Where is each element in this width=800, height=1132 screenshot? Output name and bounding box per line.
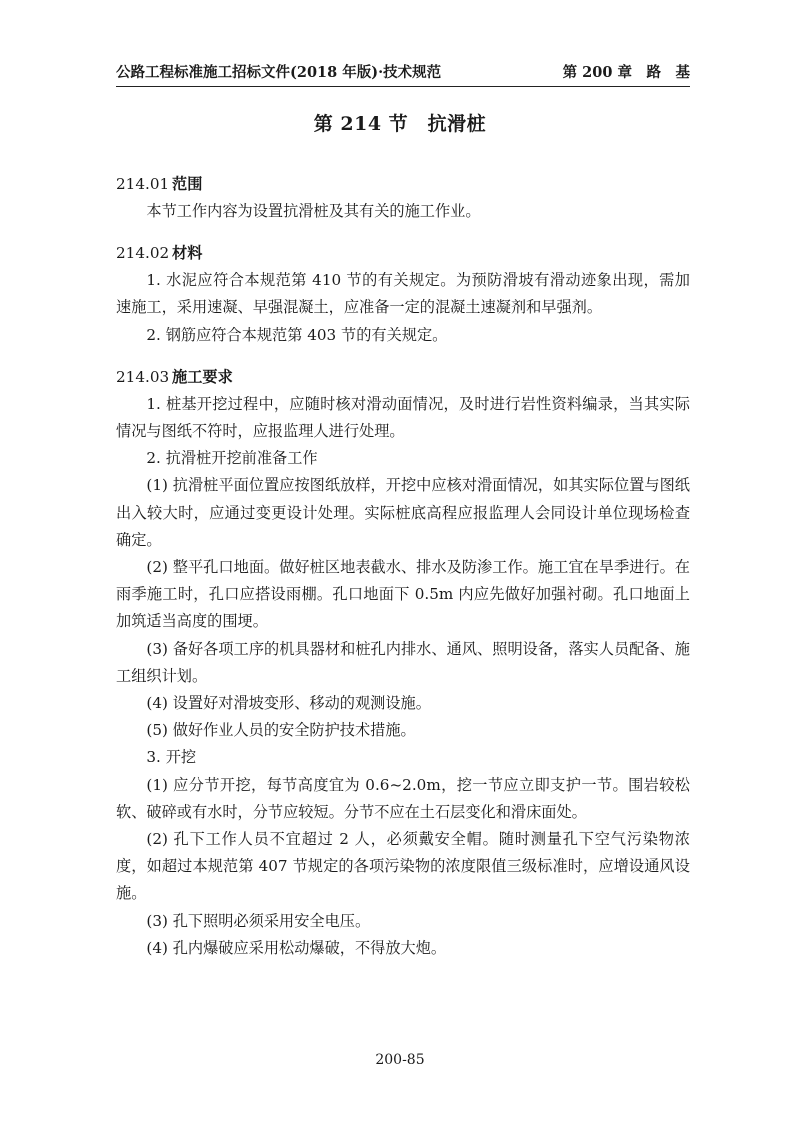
paragraph: (3) 孔下照明必须采用安全电压。 — [146, 911, 371, 930]
section-heading — [116, 170, 690, 198]
paragraph: 1. 桩基开挖过程中，应随时核对滑动面情况，及时进行岩性资料编录，当其实际情况与图纸不符时，应报监理人进行处理。 — [116, 394, 690, 441]
paragraph: (2) 整平孔口地面。做好桩区地表截水、排水及防渗工作。施工宜在旱季进行。在雨季施工时，孔口应搭设雨棚。孔口地面下 0.5m 内应先做好加强衬砌。孔口地面上加筑适当高度的围埂。 — [116, 558, 690, 631]
section-number: 214.01 — [116, 175, 170, 193]
section-title: 第 214 节 抗滑桩 — [313, 113, 487, 135]
section-name: 施工要求 — [172, 367, 233, 386]
section-214-02 — [116, 239, 690, 349]
paragraph: 2. 抗滑桩开挖前准备工作 — [146, 449, 318, 468]
page-number: 200-85 — [375, 1052, 425, 1068]
paragraph: 本节工作内容为设置抗滑桩及其有关的施工作业。 — [146, 202, 481, 220]
section-number: 214.03 — [116, 367, 170, 386]
paragraph: (4) 设置好对滑坡变形、移动的观测设施。 — [146, 694, 431, 713]
paragraph: 1. 水泥应符合本规范第 410 节的有关规定。为预防滑坡有滑动迹象出现，需加速施工，采用速凝、早强混凝土，应准备一定的混凝土速凝剂和早强剂。 — [116, 271, 690, 317]
header-document-title: 公路工程标准施工招标文件(2018 年版)·技术规范 — [116, 64, 442, 81]
header-chapter: 第 200 章 路 基 — [562, 64, 690, 81]
section-gap — [116, 349, 690, 363]
section-number: 214.02 — [116, 244, 170, 263]
document-body — [116, 170, 690, 962]
section-heading — [116, 363, 690, 391]
section-gap — [116, 225, 690, 239]
paragraph: 3. 开挖 — [146, 748, 197, 767]
section-214-03 — [116, 363, 690, 962]
paragraph: 2. 钢筋应符合本规范第 403 节的有关规定。 — [146, 325, 448, 344]
paragraph: (4) 孔内爆破应采用松动爆破，不得放大炮。 — [146, 938, 447, 957]
paragraph: (2) 孔下工作人员不宜超过 2 人，必须戴安全帽。随时测量孔下空气污染物浓度，如超过本规范第 407 节规定的各项污染物的浓度限值三级标准时，应增设通风设施。 — [116, 830, 690, 903]
paragraph: (1) 抗滑桩平面位置应按图纸放样，开挖中应核对滑面情况，如其实际位置与图纸出入较大时，应通过变更设计处理。实际桩底高程应报监理人会同设计单位现场检查确定。 — [116, 476, 690, 549]
section-name: 材料 — [172, 244, 203, 263]
section-214-01 — [116, 170, 690, 225]
paragraph: (1) 应分节开挖，每节高度宜为 0.6~2.0m，挖一节应立即支护一节。围岩较松软、破碎或有水时，分节应较短。分节不应在土石层变化和滑床面处。 — [116, 775, 690, 821]
paragraph: (3) 备好各项工序的机具器材和桩孔内排水、通风、照明设备，落实人员配备、施工组织计划。 — [116, 639, 690, 685]
section-heading — [116, 239, 690, 267]
paragraph: (5) 做好作业人员的安全防护技术措施。 — [146, 721, 416, 740]
running-header — [116, 56, 690, 87]
section-name: 范围 — [172, 175, 203, 193]
